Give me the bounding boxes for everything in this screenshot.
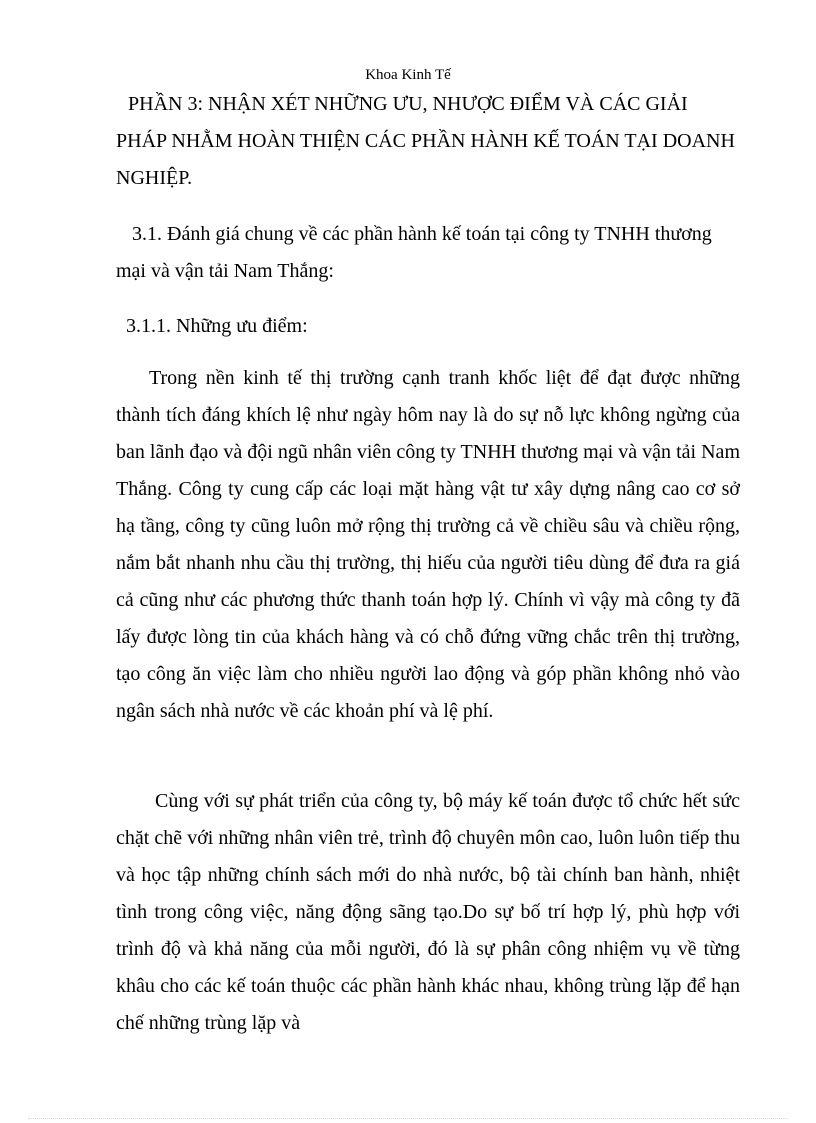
part-title: PHẦN 3: NHẬN XÉT NHỮNG ƯU, NHƯỢC ĐIỂM VÀ CÁC GIẢI PHÁP NHẰM HOÀN THIỆN CÁC PHẦN HÀNH KẾ TOÁN TẠI DOANH NGHIỆP. xyxy=(116,93,735,189)
page-header-faculty: Khoa Kinh Tế xyxy=(365,67,451,83)
page-bottom-divider xyxy=(28,1118,788,1119)
section-heading: 3.1. Đánh giá chung về các phần hành kế toán tại công ty TNHH thương mại và vận tải Nam Thắng: xyxy=(116,223,712,282)
paragraph-advantages-1: Trong nền kinh tế thị trường cạnh tranh khốc liệt để đạt được những thành tích đáng khích lệ như ngày hôm nay là do sự nỗ lực không ngừng của ban lãnh đạo và đội ngũ nhân viên công ty TNHH thương mại và vận tải Nam Thắng. Công ty cung cấp các loại mặt hàng vật tư xây dựng nâng cao cơ sở hạ tầng, công ty cũng luôn mở rộng thị trường cả về chiều sâu và chiều rộng, nắm bắt nhanh nhu cầu thị trường, thị hiếu của người tiêu dùng để đưa ra giá cả cũng như các phương thức thanh toán hợp lý. Chính vì vậy mà công ty đã lấy được lòng tin của khách hàng và có chỗ đứng vững chắc trên thị trường, tạo công ăn việc làm cho nhiều người lao động và góp phần không nhỏ vào ngân sách nhà nước về các khoản phí và lệ phí. xyxy=(116,367,740,722)
subsection-heading: 3.1.1. Những ưu điểm: xyxy=(126,315,308,337)
paragraph-advantages-2: Cùng với sự phát triển của công ty, bộ máy kế toán được tổ chức hết sức chặt chẽ với những nhân viên trẻ, trình độ chuyên môn cao, luôn luôn tiếp thu và học tập những chính sách mới do nhà nước, bộ tài chính ban hành, nhiệt tình trong công việc, năng động sãng tạo.Do sự bố trí hợp lý, phù hợp với trình độ và khả năng của mỗi người, đó là sự phân công nhiệm vụ về từng khâu cho các kế toán thuộc các phần hành khác nhau, không trùng lặp để hạn chế những trùng lặp và xyxy=(116,790,740,1034)
